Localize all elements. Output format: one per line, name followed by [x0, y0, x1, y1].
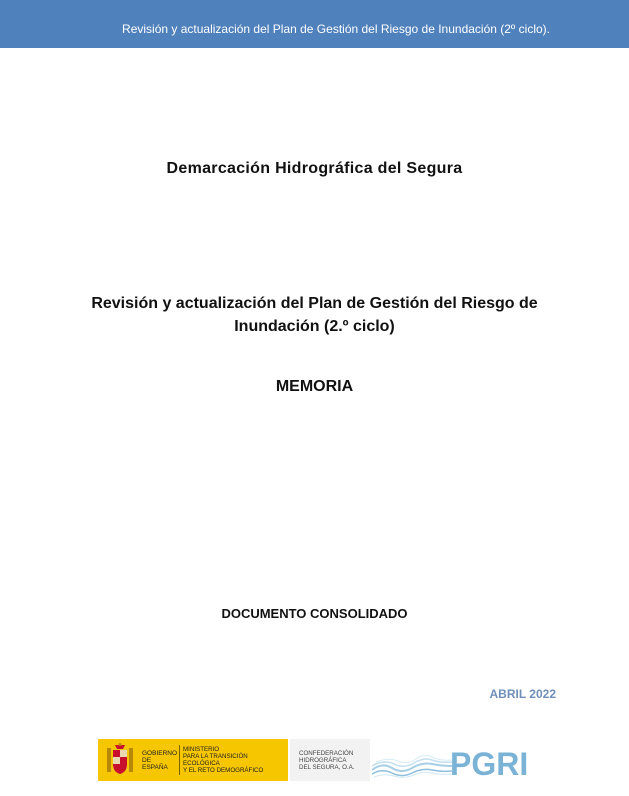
wave-icon: [372, 746, 452, 782]
document-title-line1: Revisión y actualización del Plan de Gestión del Riesgo de: [91, 295, 538, 312]
header-title: Revisión y actualización del Plan de Gestión del Riesgo de Inundación (2º ciclo).: [122, 22, 550, 36]
pgri-logo: [372, 746, 532, 782]
demarcacion-title: Demarcación Hidrográfica del Segura: [166, 160, 463, 177]
chs-line3: DEL SEGURA, O.A.: [299, 763, 355, 771]
pgri-text: PGRI: [450, 746, 529, 782]
gobierno-ministerio-logo: [98, 739, 288, 781]
confederacion-logo: [290, 739, 370, 781]
document-title-line2: Inundación (2.º ciclo): [234, 318, 395, 335]
chs-line2: HIDROGRÁFICA: [299, 756, 347, 764]
documento-consolidado: DOCUMENTO CONSOLIDADO: [221, 606, 408, 621]
gobierno-line2: DE ESPAÑA: [142, 756, 168, 771]
memoria-heading: MEMORIA: [275, 378, 354, 395]
ministerio-line1: MINISTERIO: [183, 746, 220, 753]
escudo-icon: [102, 742, 138, 778]
document-date: ABRIL 2022: [489, 687, 556, 701]
header-bar: [0, 0, 629, 48]
logo-separator: [179, 745, 180, 775]
gobierno-text: [142, 750, 176, 771]
ministerio-line3: Y EL RETO DEMOGRÁFICO: [183, 767, 264, 774]
document-title: [60, 292, 569, 338]
ministerio-line2: PARA LA TRANSICIÓN ECOLÓGICA: [183, 753, 248, 767]
ministerio-text: [183, 746, 281, 774]
gobierno-line1: GOBIERNO: [142, 749, 178, 757]
confederacion-text: [299, 750, 354, 771]
chs-line1: CONFEDERACIÓN: [299, 749, 354, 757]
